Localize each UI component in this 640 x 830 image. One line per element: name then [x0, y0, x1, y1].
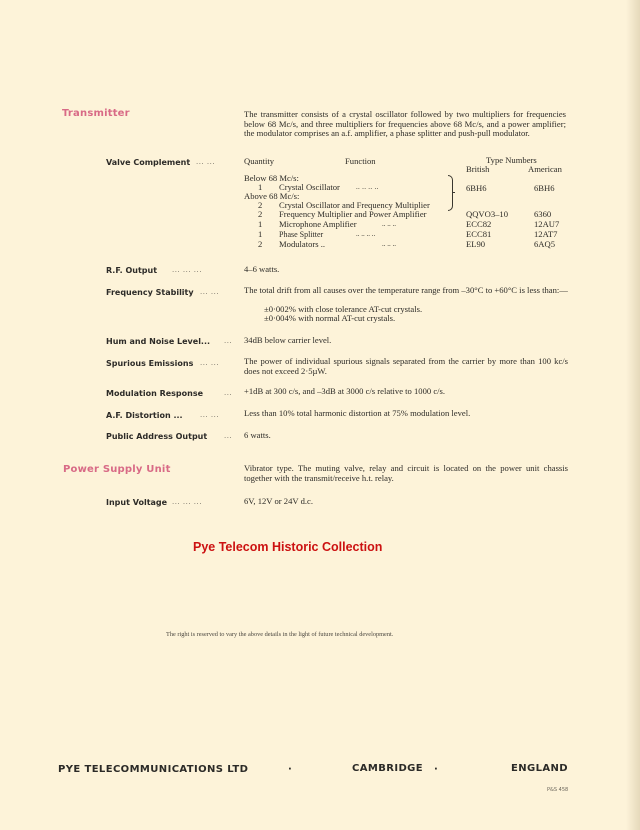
below-68-label: Below 68 Mc/s: — [244, 173, 299, 183]
valve-qty: 2 — [258, 209, 263, 219]
footer-separator-1: · — [288, 764, 293, 775]
valve-row — [244, 240, 574, 250]
valve-complement-leader: ... ... — [196, 158, 216, 166]
page-edge-shadow — [626, 0, 640, 830]
header-quantity: Quantity — [244, 156, 275, 166]
frequency-stability-leader: ... ... — [200, 288, 220, 296]
valve-british: ECC82 — [466, 219, 492, 229]
rf-output-leader: ... ... ... — [172, 266, 202, 274]
spurious-emissions-label: Spurious Emissions — [106, 359, 194, 368]
af-distortion-leader: ... ... — [200, 411, 220, 419]
power-supply-intro: Vibrator type. The muting valve, relay and circuit is located on the power unit chassis together with the transmit/receive h.t. relay. — [244, 463, 568, 483]
valve-british: ECC81 — [466, 229, 492, 239]
header-british: British — [466, 164, 490, 174]
rf-output-label: R.F. Output — [106, 266, 158, 275]
hum-noise-leader: ... — [224, 337, 233, 345]
transmitter-intro: The transmitter consists of a crystal oscillator followed by two multipliers for frequencies below 68 Mc/s, and three multipliers for frequencies above 68 Mc/s, and a power amplifier; the modulator comprises an a.f. amplifier, a phase splitter and push-pull modulator. — [244, 109, 566, 139]
modulation-response-value: +1dB at 300 c/s, and –3dB at 3000 c/s relative to 1000 c/s. — [244, 386, 446, 396]
input-voltage-leader: ... ... ... — [172, 498, 202, 506]
input-voltage-label: Input Voltage — [106, 498, 168, 507]
af-distortion-value: Less than 10% total harmonic distortion at 75% modulation level. — [244, 408, 471, 418]
valve-function: Frequency Multiplier and Power Amplifier — [279, 209, 427, 219]
footer-country: ENGLAND — [511, 763, 568, 774]
valve-american: 12AU7 — [534, 219, 560, 229]
grouping-brace — [448, 175, 453, 211]
valve-function: Microphone Amplifier — [279, 219, 357, 229]
grouped-american: 6BH6 — [534, 183, 555, 193]
public-address-leader: ... — [224, 432, 233, 440]
footer-city: CAMBRIDGE — [352, 763, 424, 774]
frequency-stability-sub-2: ±0·004% with normal AT-cut crystals. — [264, 313, 396, 323]
grouped-row-2-function: Crystal Oscillator and Frequency Multiplier — [279, 200, 430, 210]
public-address-label: Public Address Output — [106, 432, 208, 441]
frequency-stability-value: The total drift from all causes over the temperature range from –30°C to +60°C is less than:— — [244, 285, 568, 295]
footer-company: PYE TELECOMMUNICATIONS LTD — [58, 764, 249, 775]
hum-noise-label: Hum and Noise Level... — [106, 337, 211, 346]
valve-complement-label: Valve Complement — [106, 158, 191, 167]
valve-row — [244, 220, 574, 230]
input-voltage-value: 6V, 12V or 24V d.c. — [244, 496, 313, 506]
grouped-row-1-function: Crystal Oscillator — [279, 182, 340, 192]
valve-british: EL90 — [466, 239, 486, 249]
valve-american: 12AT7 — [534, 229, 558, 239]
valve-leader: .. .. .. .. — [356, 230, 376, 238]
header-function: Function — [345, 156, 376, 166]
valve-leader: .. .. .. — [382, 220, 396, 228]
collection-watermark: Pye Telecom Historic Collection — [193, 540, 383, 554]
grouped-row-1-qty: 1 — [258, 182, 263, 192]
valve-table-rows — [244, 210, 574, 250]
valve-american: 6AQ5 — [534, 239, 556, 249]
valve-qty: 2 — [258, 239, 263, 249]
rf-output-value: 4–6 watts. — [244, 264, 280, 274]
footer-print-code: P&S 458 — [547, 787, 569, 793]
af-distortion-label: A.F. Distortion ... — [106, 411, 183, 420]
grouped-row-1-leader: .. .. .. .. — [356, 183, 379, 191]
valve-british: QQVO3–10 — [466, 209, 509, 219]
grouping-brace-tip — [452, 192, 455, 193]
modulation-response-label: Modulation Response — [106, 389, 204, 398]
reservation-note: The right is reserved to vary the above details in the light of future technical development. — [166, 631, 394, 638]
spurious-emissions-value: The power of individual spurious signals separated from the carrier by more than 100 kc/s does not exceed 2·5µW. — [244, 356, 568, 376]
spurious-emissions-leader: ... ... — [200, 359, 220, 367]
valve-qty: 1 — [258, 219, 263, 229]
header-type-numbers: Type Numbers — [486, 155, 537, 165]
modulation-response-leader: ... — [224, 389, 233, 397]
valve-qty: 1 — [258, 229, 263, 239]
valve-function: Modulators .. — [279, 239, 326, 249]
grouped-british: 6BH6 — [466, 183, 487, 193]
public-address-value: 6 watts. — [244, 430, 271, 440]
frequency-stability-sub-1: ±0·002% with close tolerance AT-cut crystals. — [264, 304, 423, 314]
footer-separator-2: · — [434, 764, 439, 775]
transmitter-heading: Transmitter — [62, 108, 130, 119]
valve-american: 6360 — [534, 209, 552, 219]
valve-leader: .. .. .. — [382, 240, 396, 248]
valve-function: Phase Splitter — [279, 230, 324, 239]
above-68-label: Above 68 Mc/s: — [244, 191, 300, 201]
grouped-row-2-qty: 2 — [258, 200, 263, 210]
power-supply-heading: Power Supply Unit — [63, 464, 171, 475]
frequency-stability-label: Frequency Stability — [106, 288, 194, 297]
hum-noise-value: 34dB below carrier level. — [244, 335, 332, 345]
header-american: American — [528, 164, 562, 174]
